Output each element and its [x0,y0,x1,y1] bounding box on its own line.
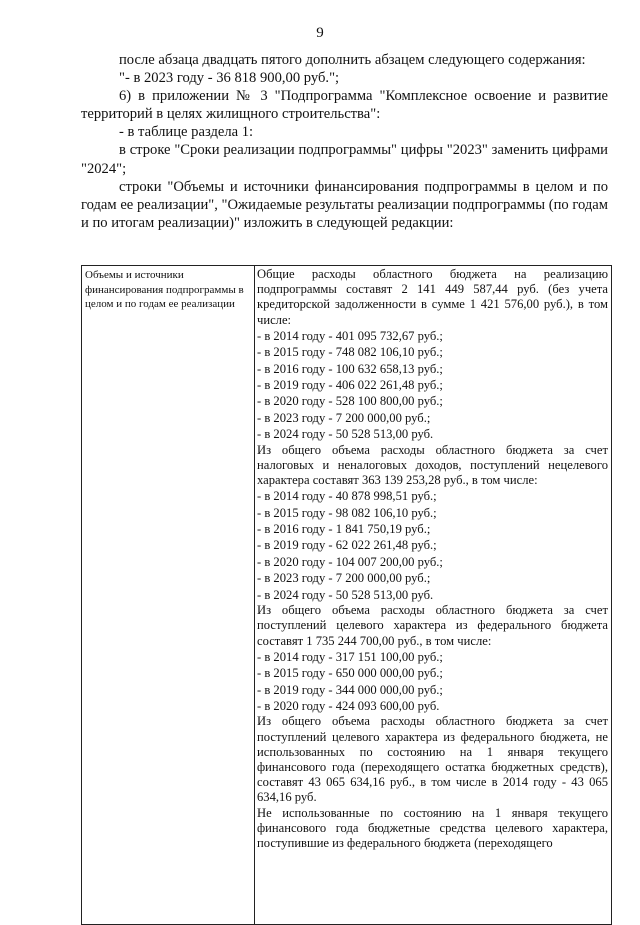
paragraph: в строке "Сроки реализации подпрограммы" цифры "2023" заменить цифрами "2024"; [81,142,608,177]
table-content-cell [255,266,612,925]
list-item: - в 2014 году - 40 878 998,51 руб.; [257,489,437,504]
list-item: - в 2014 году - 317 151 100,00 руб.; [257,649,443,664]
list-item: - в 2023 году - 7 200 000,00 руб.; [257,410,431,425]
list-item: - в 2015 году - 650 000 000,00 руб.; [257,666,443,681]
list-item: - в 2020 году - 528 100 800,00 руб.; [257,394,443,409]
funding-intro: Общие расходы областного бюджета на реализацию подпрограммы составят 2 141 449 587,44 руб. (без учета кредиторской задолженности в сумме 1 421 576,00 руб.), в том числе: [257,267,608,327]
paragraph: "- в 2023 году - 36 818 900,00 руб."; [119,70,340,87]
list-item: - в 2019 году - 406 022 261,48 руб.; [257,378,443,393]
list-item: - в 2019 году - 344 000 000,00 руб.; [257,682,443,697]
list-item: - в 2016 году - 100 632 658,13 руб.; [257,361,443,376]
list-item: - в 2019 году - 62 022 261,48 руб.; [257,538,437,553]
funding-paragraph: Из общего объема расходы областного бюджета за счет поступлений целевого характера из федерального бюджета составят 1 735 244 700,00 руб., в том числе: [257,603,608,648]
body-text [81,51,608,232]
table-label-cell: Объемы и источники финансирования подпрограммы в целом и по годам ее реализации [82,266,255,925]
list-item: - в 2024 году - 50 528 513,00 руб. [257,587,434,602]
funding-paragraph: Из общего объема расходы областного бюджета за счет налоговых и неналоговых доходов, поступлений нецелевого характера составят 363 139 253,28 руб., в том числе: [257,442,608,488]
list-item: - в 2020 году - 424 093 600,00 руб. [257,698,440,713]
list-item: - в 2016 году - 1 841 750,19 руб.; [257,522,431,537]
list-item: - в 2014 году - 401 095 732,67 руб.; [257,328,443,343]
table-row [82,266,612,925]
list-item: - в 2015 году - 748 082 106,10 руб.; [257,345,443,360]
paragraph: строки "Объемы и источники финансирования подпрограммы в целом и по годам ее реализации", "Ожидаемые результаты реализации подпрограммы (по годам и по итогам реализации)" изложить в следующей редакции: [81,178,608,231]
paragraph: после абзаца двадцать пятого дополнить абзацем следующего содержания: [119,52,586,68]
paragraph: 6) в приложении № 3 "Подпрограмма "Комплексное освоение и развитие территорий в целях жилищного строительства": [81,88,608,123]
page-number: 9 [316,25,324,41]
funding-paragraph: Из общего объема расходы областного бюджета за счет поступлений целевого характера из федерального бюджета, не использованных по состоянию на 1 января текущего финансового года (переходящего остатка бюджетных средств), составят 43 065 634,16 руб., в том числе в 2014 году - 43 065 634,16 руб. [257,714,608,805]
paragraph: - в таблице раздела 1: [119,124,254,141]
list-item: - в 2020 году - 104 007 200,00 руб.; [257,554,443,569]
list-item: - в 2023 году - 7 200 000,00 руб.; [257,571,431,586]
funding-paragraph: Не использованные по состоянию на 1 января текущего финансового года бюджетные средства целевого характера, поступившие из федерального бюджета (переходящего [257,805,608,850]
funding-table [81,265,612,925]
list-item: - в 2015 году - 98 082 106,10 руб.; [257,505,437,520]
list-item: - в 2024 году - 50 528 513,00 руб. [257,427,434,442]
